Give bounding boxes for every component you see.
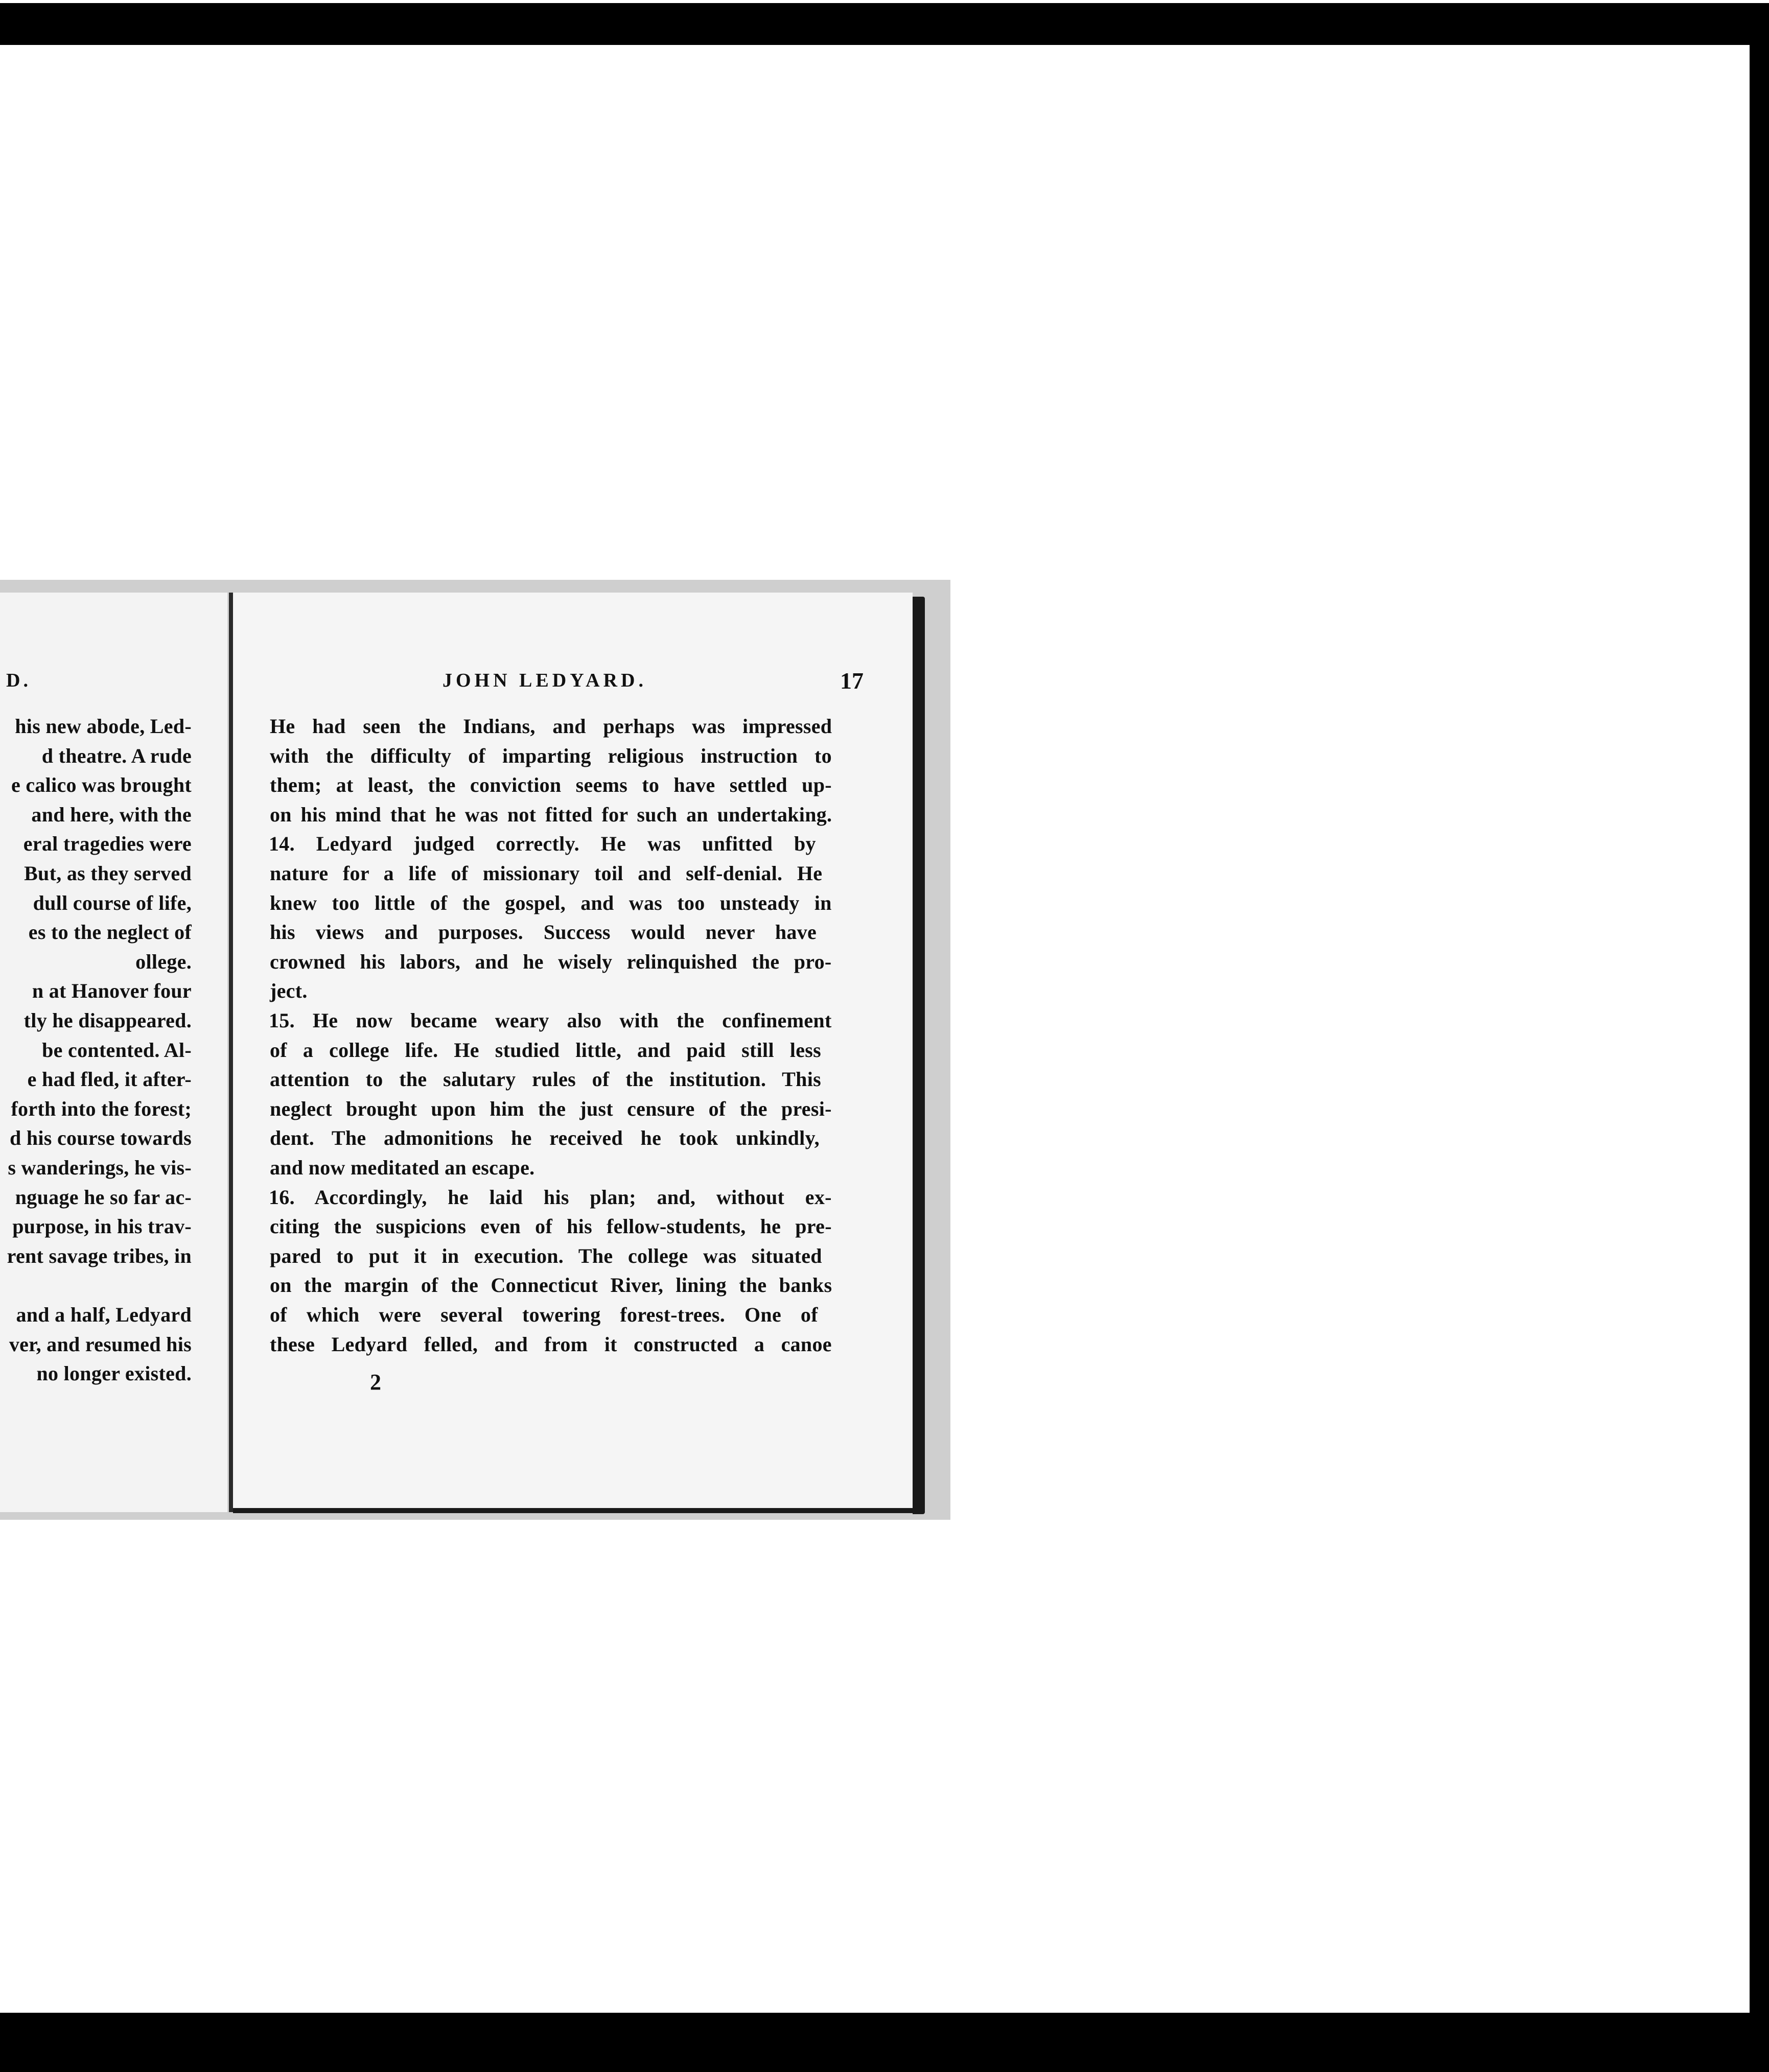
text-line: pared to put it in execution. The college was situated	[270, 1244, 822, 1267]
text-line: knew too little of the gospel, and was too unsteady in	[270, 891, 832, 914]
text-line: ject.	[270, 979, 308, 1003]
right-page	[233, 593, 913, 1510]
text-line: e had fled, it after-	[27, 1068, 192, 1091]
book-gutter	[229, 593, 233, 1512]
scan-border-top-edge	[0, 0, 1769, 3]
text-line: with the difficulty of imparting religious instruction to	[270, 744, 832, 767]
text-line: d theatre. A rude	[41, 744, 192, 767]
scan-border-bottom	[0, 2013, 1769, 2072]
text-line: nature for a life of missionary toil and self-denial. He	[270, 862, 823, 885]
text-line: them; at least, the conviction seems to have settled up-	[270, 773, 832, 797]
text-line: his views and purposes. Success would never have	[270, 921, 817, 944]
text-line: neglect brought upon him the just censure of the presi-	[270, 1097, 832, 1120]
text-line: on his mind that he was not fitted for such an undertaking.	[270, 803, 832, 826]
left-page	[0, 593, 227, 1512]
page-number: 17	[840, 668, 864, 694]
text-line: tly he disappeared.	[24, 1009, 192, 1032]
text-line: But, as they served	[24, 862, 192, 885]
text-line: d his course towards	[9, 1126, 192, 1150]
text-line: these Ledyard felled, and from it constructed a canoe	[270, 1332, 832, 1356]
text-line: n at Hanover four	[32, 979, 192, 1003]
text-line: eral tragedies were	[23, 832, 192, 856]
text-line: no longer existed.	[36, 1362, 192, 1385]
text-line: nguage he so far ac-	[15, 1185, 192, 1209]
text-line: on the margin of the Connecticut River, lining the banks	[270, 1274, 832, 1297]
text-line: dull course of life,	[33, 891, 192, 914]
text-line: rent savage tribes, in	[7, 1244, 192, 1267]
text-line: forth into the forest;	[11, 1097, 192, 1120]
text-line: and a half, Ledyard	[16, 1303, 192, 1326]
text-line: ver, and resumed his	[9, 1332, 192, 1356]
signature-mark: 2	[370, 1370, 381, 1395]
text-line: 15. He now became weary also with the confinement	[269, 1009, 832, 1032]
text-line: be contented. Al-	[42, 1038, 192, 1062]
page-edge-bottom	[233, 1508, 923, 1513]
text-line: attention to the salutary rules of the institution. This	[270, 1068, 821, 1091]
text-line: 16. Accordingly, he laid his plan; and, without ex-	[269, 1185, 832, 1209]
text-line: his new abode, Led-	[15, 715, 192, 738]
text-line: es to the neglect of	[28, 921, 192, 944]
text-line: crowned his labors, and he wisely relinquished the pro-	[270, 950, 832, 973]
text-line: of a college life. He studied little, and paid still less	[270, 1038, 821, 1062]
scan-border-top	[0, 0, 1769, 45]
text-line: and here, with the	[31, 803, 192, 826]
page-edge-right	[913, 597, 925, 1514]
text-line: ollege.	[135, 950, 192, 973]
left-running-head: D.	[6, 670, 31, 691]
text-line: and now meditated an escape.	[270, 1156, 535, 1179]
scan-border-right	[1750, 45, 1769, 2013]
text-line: He had seen the Indians, and perhaps was impressed	[270, 715, 832, 738]
text-line: e calico was brought	[11, 773, 192, 797]
text-line: 14. Ledyard judged correctly. He was unfitted by	[269, 832, 816, 856]
running-head-title: JOHN LEDYARD.	[443, 670, 647, 691]
text-line: purpose, in his trav-	[12, 1215, 192, 1238]
text-line: dent. The admonitions he received he took unkindly,	[270, 1126, 820, 1150]
text-line: citing the suspicions even of his fellow-students, he pre-	[270, 1215, 832, 1238]
text-line: of which were several towering forest-trees. One of	[270, 1303, 818, 1326]
text-line: s wanderings, he vis-	[8, 1156, 192, 1179]
